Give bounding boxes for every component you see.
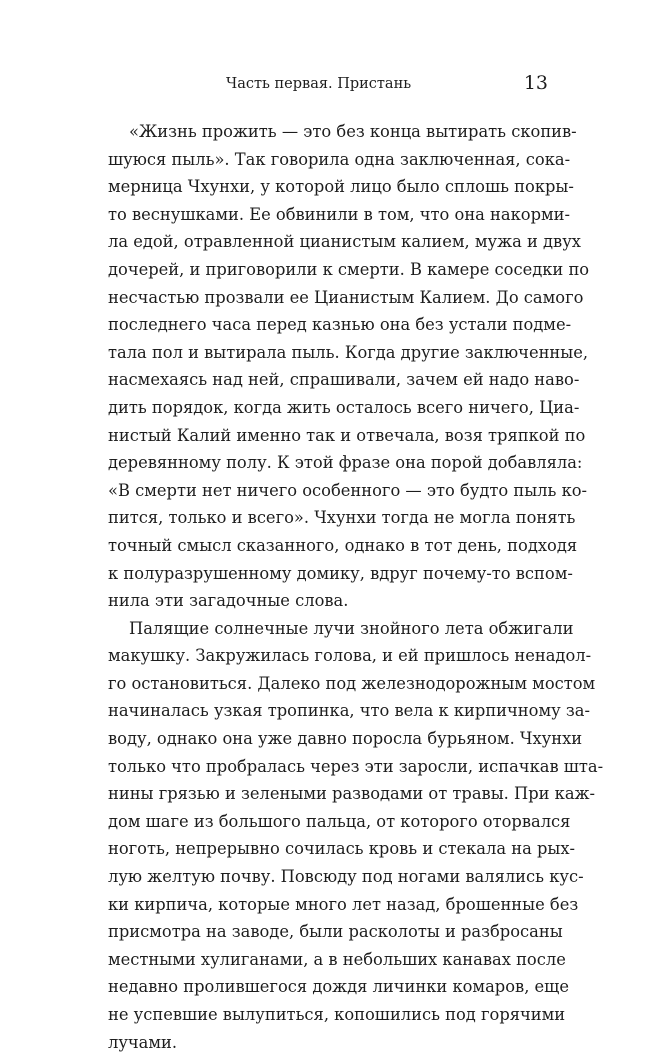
text-line: нистый Калий именно так и отвечала, возя тряпкой по	[108, 425, 586, 445]
running-header	[0, 72, 659, 100]
text-line: го остановиться. Далеко под железнодорожным мостом	[108, 673, 596, 693]
text-line: лую желтую почву. Повсюду под ногами валялись кус-	[108, 867, 584, 887]
paragraph-1	[108, 118, 590, 615]
text-line: лучами.	[108, 1032, 178, 1052]
text-line: «Жизнь прожить — это без конца вытирать скопив-	[129, 122, 577, 141]
text-line: дом шаге из большого пальца, от которого оторвался	[108, 811, 571, 831]
text-line: «В смерти нет ничего особенного — это будто пыль ко-	[108, 480, 588, 500]
text-line: ла едой, отравленной цианистым калием, мужа и двух	[108, 232, 581, 252]
text-line: нины грязью и зелеными разводами от травы. При каж-	[108, 784, 596, 804]
text-line: нила эти загадочные слова.	[108, 591, 349, 611]
text-line: к полуразрушенному домику, вдруг почему-то вспом-	[108, 563, 573, 583]
text-line: не успевшие вылупиться, копошились под горячими	[108, 1005, 566, 1024]
text-line: Палящие солнечные лучи знойного лета обжигали	[129, 618, 574, 638]
text-line: только что пробралась через эти заросли, испачкав шта-	[108, 756, 604, 776]
text-line: деревянному полу. К этой фразе она порой добавляла:	[108, 453, 583, 473]
text-line: ноготь, непрерывно сочилась кровь и стекала на рых-	[108, 839, 576, 859]
text-line: несчастью прозвали ее Цианистым Калием. До самого	[108, 287, 584, 307]
text-line: воду, однако она уже давно поросла бурьяном. Чхунхи	[108, 729, 583, 749]
body-text	[108, 118, 604, 1056]
text-line: тала пол и вытирала пыль. Когда другие заключенные,	[108, 342, 589, 362]
text-line: начиналась узкая тропинка, что вела к кирпичному за-	[108, 701, 590, 721]
page-number: 13	[523, 72, 548, 94]
text-line: недавно пролившегося дождя личинки комаров, еще	[108, 977, 569, 997]
text-line: шуюся пыль». Так говорила одна заключенная, сока-	[108, 149, 571, 169]
text-line: то веснушками. Ее обвинили в том, что она накорми-	[108, 204, 571, 224]
text-line: последнего часа перед казнью она без устали подме-	[108, 315, 572, 335]
paragraph-2	[108, 615, 604, 1056]
text-line: дочерей, и приговорили к смерти. В камере соседки по	[108, 259, 590, 279]
text-line: точный смысл сказанного, однако в тот день, подходя	[108, 535, 578, 555]
text-line: местными хулиганами, а в небольших канавах после	[108, 949, 566, 969]
text-line: пится, только и всего». Чхунхи тогда не могла понять	[108, 508, 576, 528]
text-line: макушку. Закружилась голова, и ей пришлось ненадол-	[108, 646, 592, 666]
text-line: насмехаясь над ней, спрашивали, зачем ей надо наво-	[108, 370, 580, 390]
text-line: ки кирпича, которые много лет назад, брошенные без	[108, 894, 579, 914]
section-title: Часть первая. Пристань	[226, 76, 412, 92]
text-line: мерница Чхунхи, у которой лицо было сплошь покры-	[108, 177, 574, 197]
text-line: присмотра на заводе, были расколоты и разбросаны	[108, 922, 563, 942]
text-line: дить порядок, когда жить осталось всего ничего, Циа-	[108, 397, 580, 417]
